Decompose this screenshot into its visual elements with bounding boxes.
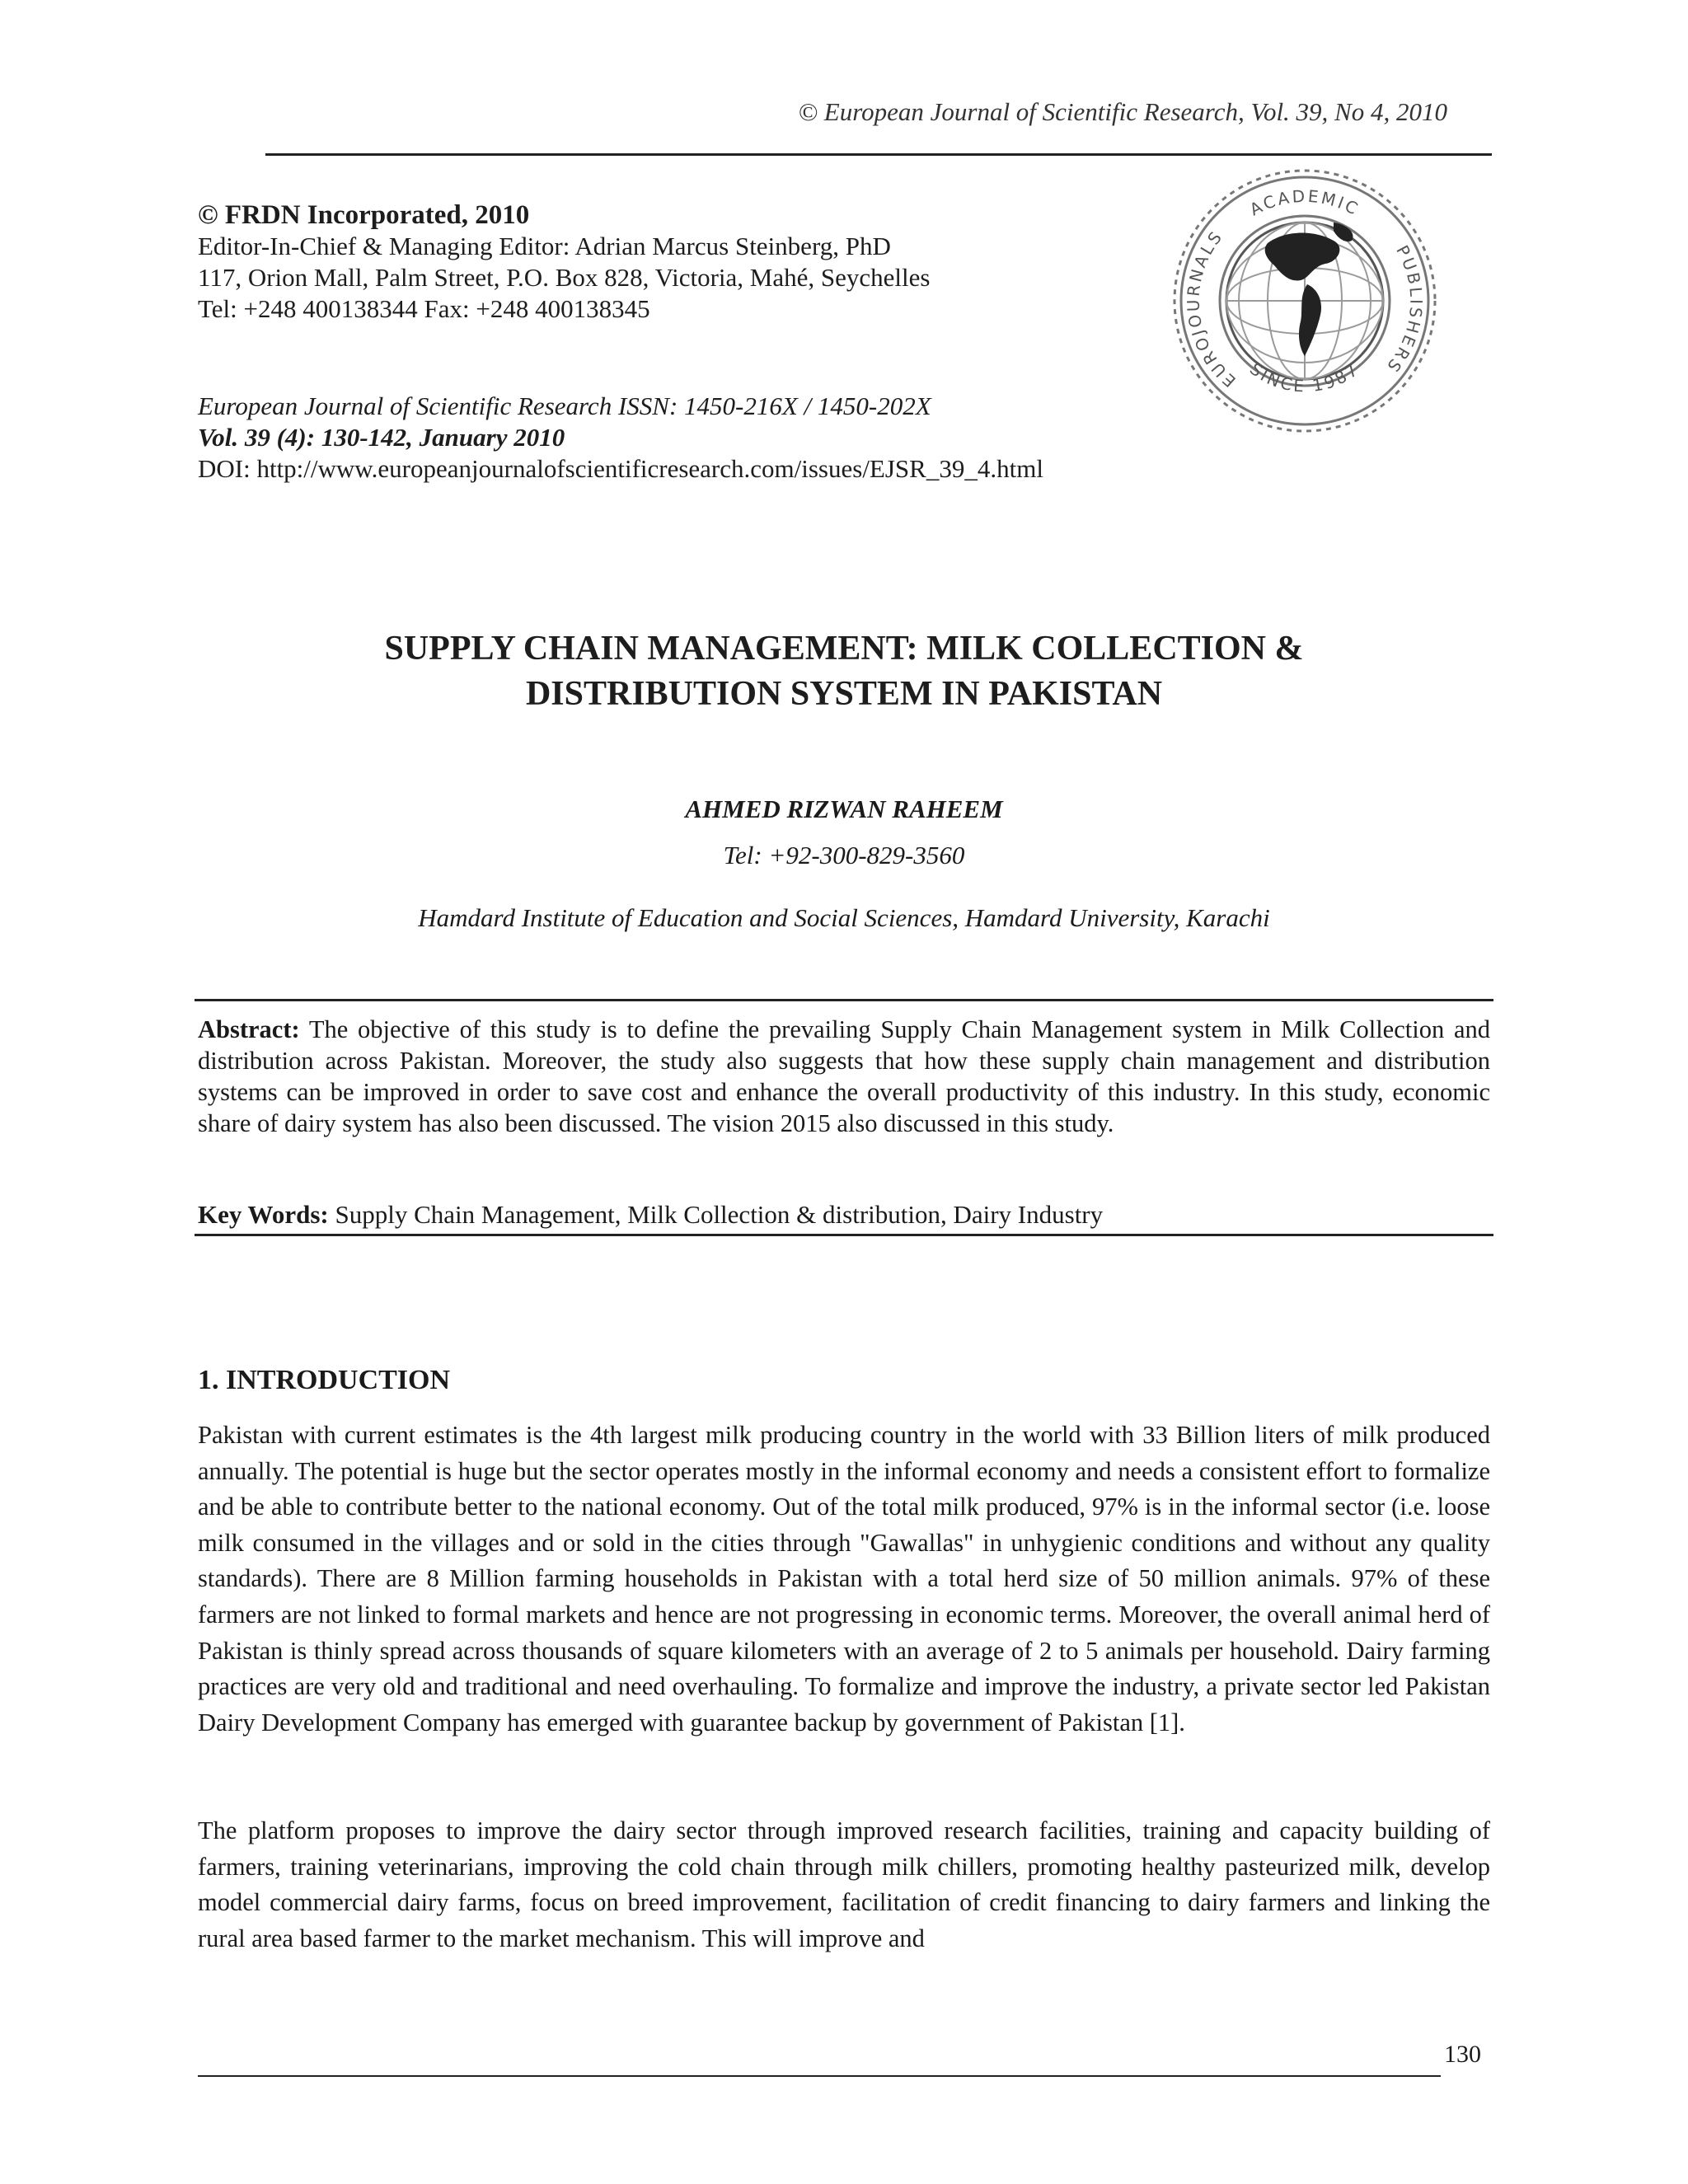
seal-right-text: PUBLISHERS (1381, 241, 1427, 378)
author-institution: Hamdard Institute of Education and Social Sciences, Hamdard University, Karachi (418, 903, 1270, 932)
issue-block (198, 391, 1043, 485)
issn-line: European Journal of Scientific Research ISSN: 1450-216X / 1450-202X (198, 391, 931, 420)
publisher-contact: Tel: +248 400138344 Fax: +248 400138345 (198, 294, 650, 323)
section-heading: 1. INTRODUCTION (198, 1365, 451, 1395)
keywords-bottom-rule (195, 1234, 1493, 1236)
seal-top-text: ACADEMIC (1246, 185, 1363, 220)
doi-line: DOI: http://www.europeanjournalofscientificresearch.com/issues/EJSR_39_4.html (198, 454, 1043, 483)
title-line-2: DISTRIBUTION SYSTEM IN PAKISTAN (525, 675, 1163, 713)
publisher-address: 117, Orion Mall, Palm Street, P.O. Box 828, Victoria, Mahé, Seychelles (198, 263, 931, 292)
abstract-text: The objective of this study is to define the prevailing Supply Chain Management system in Milk Collection and distribution across Pakistan. Moreover, the study also suggests that how these supply chain management and distribution systems can be improved in order to save cost and enhance the overall productivity of this industry. In this study, economic share of dairy system has also been discussed. The vision 2015 also discussed in this study. (198, 1015, 1490, 1137)
publisher-copyright: © FRDN Incorporated, 2010 (198, 200, 530, 230)
footer-rule (198, 2075, 1441, 2077)
abstract-top-rule (195, 999, 1493, 1001)
header-rule (265, 153, 1492, 156)
seal-left-text: EUROJOURNALS (1183, 226, 1240, 391)
page-number: 130 (1444, 2041, 1481, 2068)
author-tel: Tel: +92-300-829-3560 (723, 841, 965, 869)
journal-reference: © European Journal of Scientific Research, Vol. 39, No 4, 2010 (798, 97, 1447, 126)
paper-title (198, 626, 1490, 717)
abstract (198, 1014, 1490, 1139)
abstract-label: Abstract: (198, 1015, 300, 1043)
volume-line: Vol. 39 (4): 130-142, January 2010 (198, 423, 565, 452)
title-line-1: SUPPLY CHAIN MANAGEMENT: MILK COLLECTION & (384, 630, 1304, 668)
intro-paragraph-2: The platform proposes to improve the dairy sector through improved research facilities, training and capacity building of farmers, training veterinarians, improving the cold chain through milk chillers, promoting healthy pasteurized milk, develop model commercial dairy farms, focus on breed improvement, facilitation of credit financing to dairy farmers and linking the rural area based farmer to the market mechanism. This will improve and (198, 1816, 1490, 1952)
publisher-editor: Editor-In-Chief & Managing Editor: Adrian Marcus Steinberg, PhD (198, 232, 891, 260)
keywords-label: Key Words: (198, 1200, 329, 1229)
publisher-block (198, 199, 930, 325)
globe-seal-icon (1169, 165, 1441, 437)
keywords (198, 1200, 1490, 1230)
author-name: AHMED RIZWAN RAHEEM (685, 794, 1003, 823)
intro-paragraph-1: Pakistan with current estimates is the 4th largest milk producing country in the world with 33 Billion liters of milk produced annually. The potential is huge but the sector operates mostly in the informal economy and needs a consistent effort to formalize and be able to contribute better to the national economy. Out of the total milk produced, 97% is in the informal sector (i.e. loose milk consumed in the villages and or sold in the cities through "Gawallas" in unhygienic conditions and without any quality standards). There are 8 Million farming households in Pakistan with a total herd size of 50 million animals. 97% of these farmers are not linked to formal markets and hence are not progressing in economic terms. Moreover, the overall animal herd of Pakistan is thinly spread across thousands of square kilometers with an average of 2 to 5 animals per household. Dairy farming practices are very old and traditional and need overhauling. To formalize and improve the industry, a private sector led Pakistan Dairy Development Company has emerged with guarantee backup by government of Pakistan [1]. (198, 1421, 1490, 1736)
keywords-text: Supply Chain Management, Milk Collection & distribution, Dairy Industry (335, 1200, 1104, 1229)
seal-bottom-text: SINCE 1987 (1246, 359, 1363, 396)
